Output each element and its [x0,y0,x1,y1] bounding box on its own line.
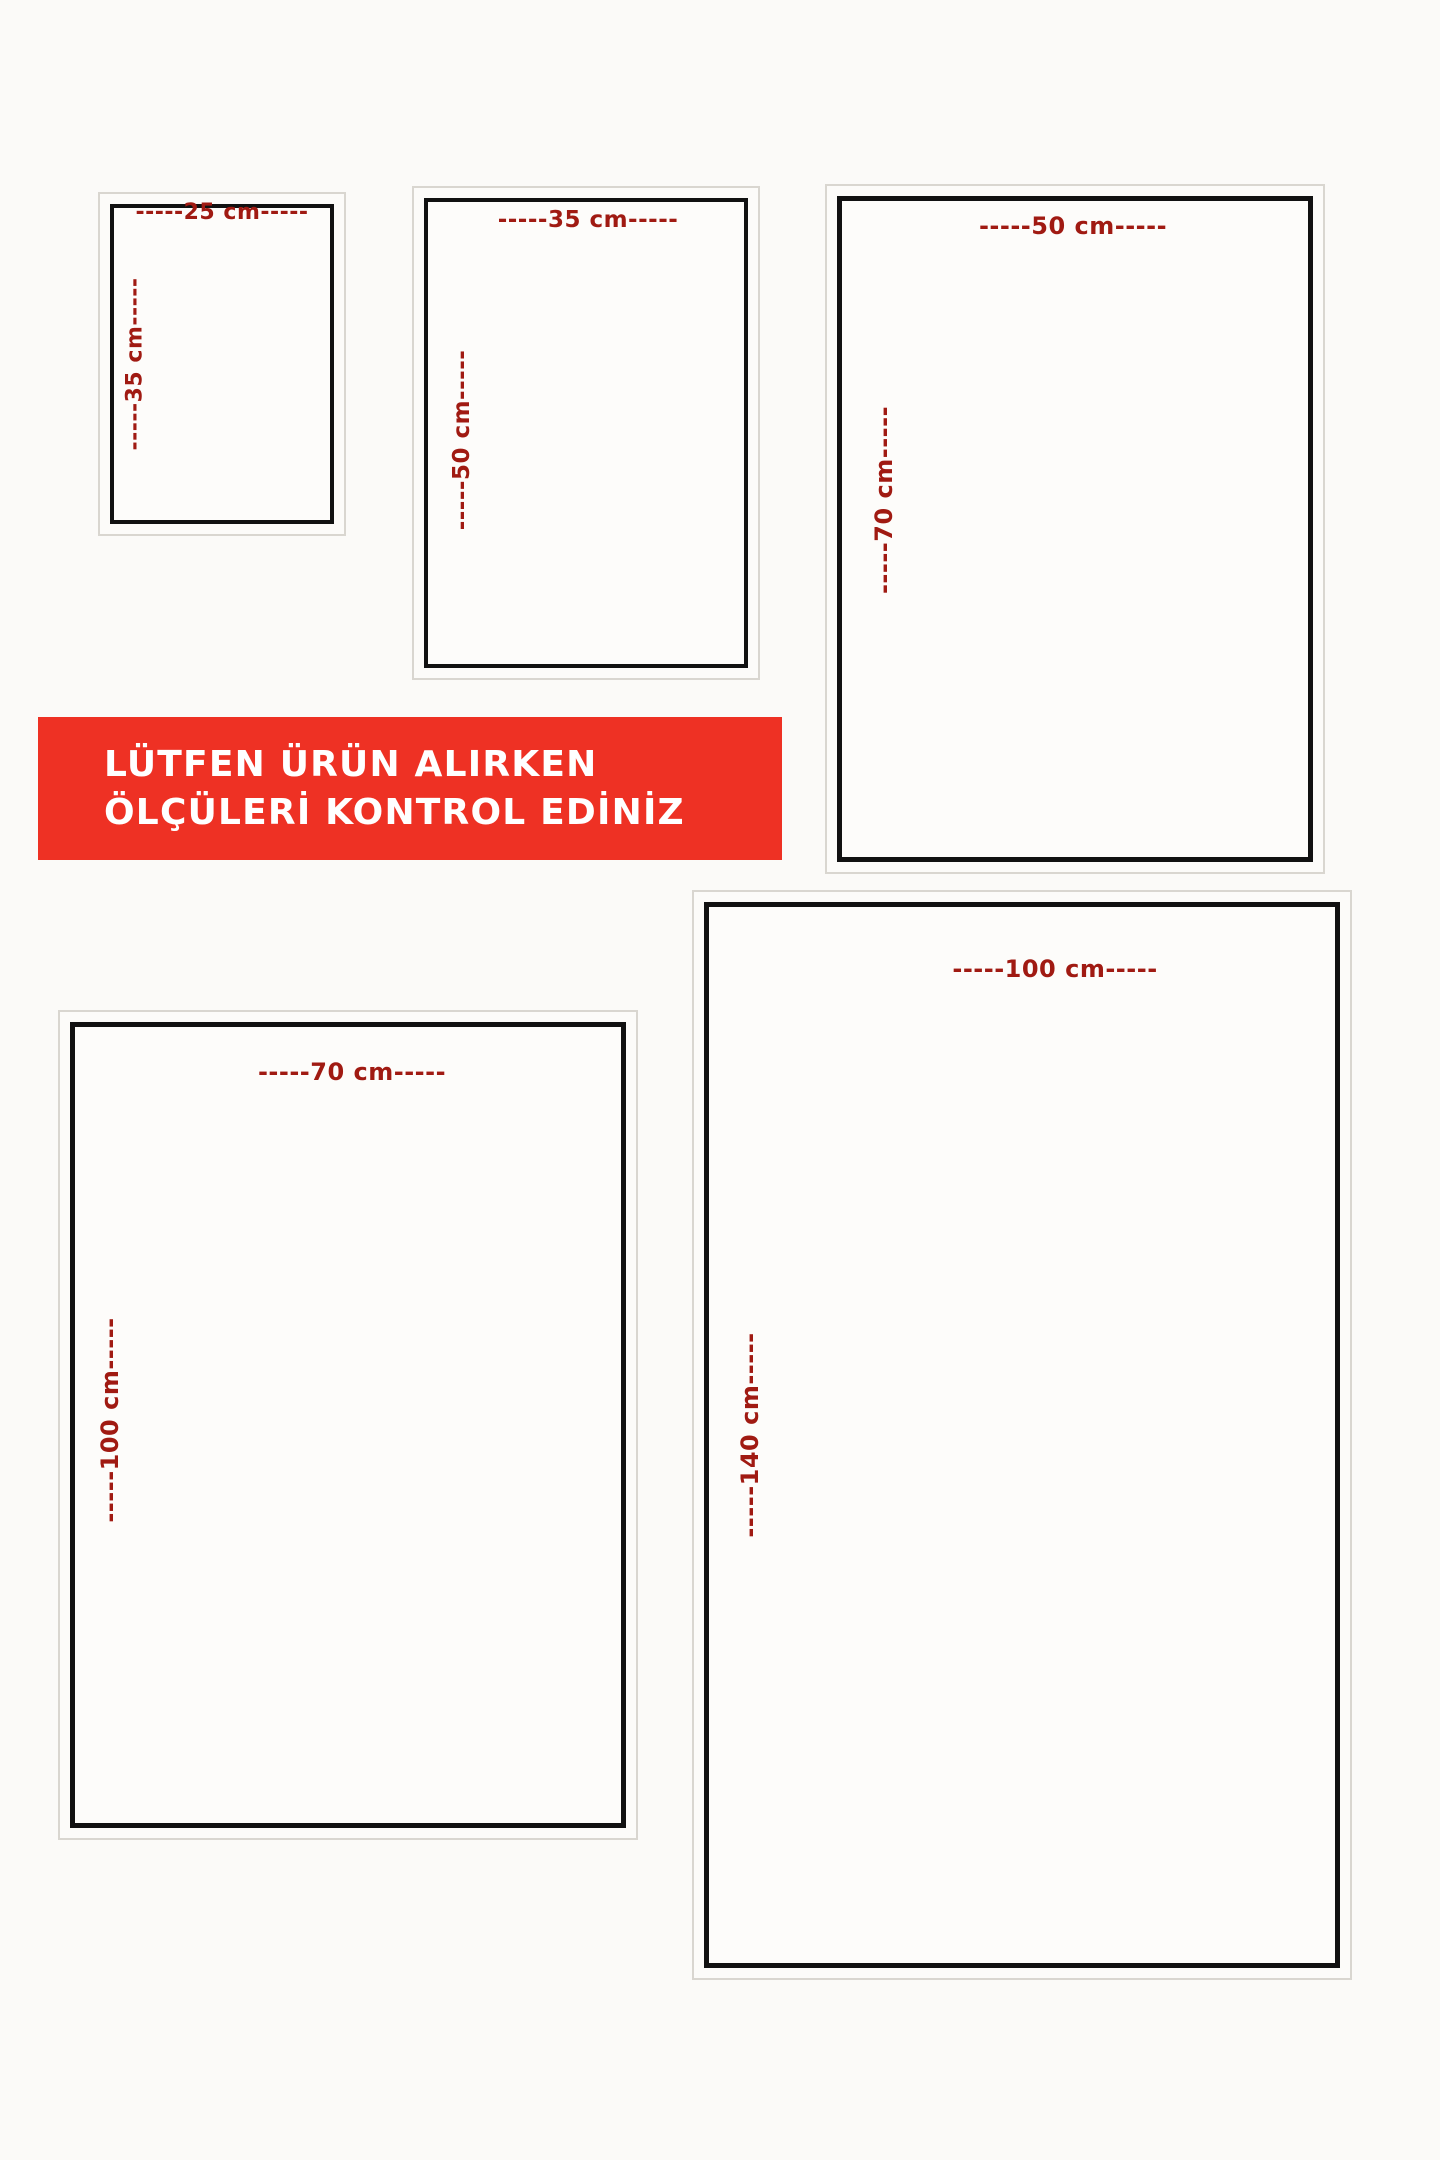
frame-70x100-inner [70,1022,626,1828]
warning-line-2: ÖLÇÜLERİ KONTROL EDİNİZ [104,791,685,833]
frame-50x70-width-label: -----50 cm----- [978,212,1168,240]
frame-25x35-width-label: -----25 cm----- [135,200,309,225]
warning-line-1: LÜTFEN ÜRÜN ALIRKEN [104,743,598,785]
frame-25x35-height-label: -----35 cm----- [122,277,148,451]
frame-100x140-height-label: -----140 cm----- [736,1332,764,1538]
frame-50x70-height-label: -----70 cm----- [870,405,898,595]
frame-35x50-width-label: -----35 cm----- [497,207,679,233]
frame-100x140-width-label: -----100 cm----- [952,955,1158,983]
frame-70x100 [58,1010,638,1840]
frame-35x50-height-label: -----50 cm----- [449,349,475,531]
warning-banner [38,717,782,860]
frame-50x70 [825,184,1325,874]
frame-100x140-inner [704,902,1340,1968]
frame-50x70-inner [837,196,1313,862]
frame-70x100-height-label: -----100 cm----- [96,1317,124,1523]
frame-70x100-width-label: -----70 cm----- [257,1058,447,1086]
frame-100x140 [692,890,1352,1980]
